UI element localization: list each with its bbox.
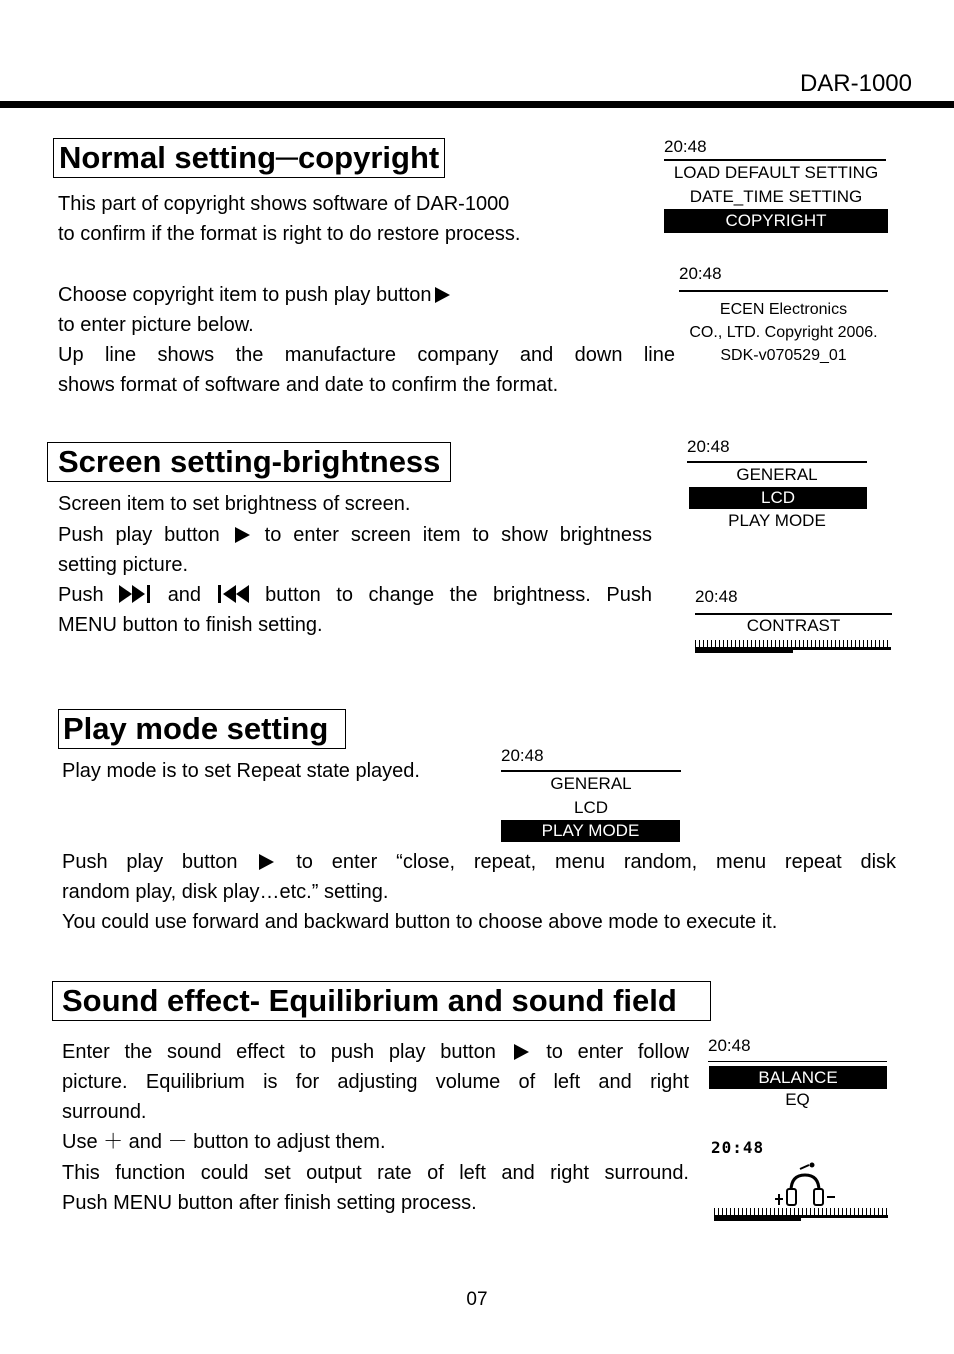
copyright-text-4: to enter picture below. [58,314,254,336]
lcd-item-load-default: LOAD DEFAULT SETTING [673,163,879,182]
lcd-time: 20:48 [679,264,722,283]
lcd-menu-settings [664,137,888,233]
brightness-text-5: MENU button to finish setting. [58,614,323,636]
lcd-item-copyright-selected: COPYRIGHT [664,209,888,233]
lcd-menu-general [687,437,867,533]
lcd-item-eq: EQ [785,1090,810,1109]
brightness-text-4 [58,580,652,610]
lcd-divider [679,290,888,292]
playmode-text-1: Play mode is to set Repeat state played. [62,760,420,782]
copyright-text-6: shows format of software and date to confirm the format. [58,374,559,396]
brightness-text-3: setting picture. [58,554,189,576]
lcd-time: 20:48 [708,1036,751,1055]
model-number: DAR-1000 [799,70,912,97]
playmode-text-2b: to enter “close, repeat, menu random, menu repeat disk [296,851,897,873]
lcd-item-lcd: LCD [573,798,608,817]
header-rule [0,101,954,108]
play-icon [259,854,274,870]
lcd-item-general: GENERAL [736,465,818,484]
lcd-item-general: GENERAL [550,774,632,793]
play-icon [235,527,250,543]
playmode-text-2a: Push play button [62,851,238,873]
section-title-copyright: Normal setting─copyright [53,138,445,178]
playmode-text-4: You could use forward and backward button to choose above mode to execute it. [62,911,778,933]
lcd-item-date-time: DATE_TIME SETTING [689,187,863,206]
lcd-divider [708,1061,887,1062]
section-title-brightness: Screen setting-brightness [47,442,451,482]
contrast-level-bar [695,637,891,653]
lcd-contrast-label: CONTRAST [746,616,841,635]
playmode-text-3: random play, disk play…etc.” setting. [62,881,389,903]
lcd-time: 20:48 [711,1138,765,1157]
sound-text-5: This function could set output rate of left and right surround. [62,1162,689,1184]
lcd-info-line-3: SDK-v070529_01 [720,347,847,364]
play-icon [435,287,450,303]
balance-level-fill [714,1216,801,1221]
lcd-time: 20:48 [501,746,544,765]
brightness-text-2a: Push play button [58,524,220,546]
lcd-menu-play-mode [501,746,681,842]
brightness-text-2b: to enter screen item to show brightness [264,524,653,546]
sound-text-2: picture. Equilibrium is for adjusting volume of left and right [62,1071,689,1093]
section-title-play-mode: Play mode setting [58,709,346,749]
brightness-text-4c: button to change the brightness. Push [265,584,652,606]
play-icon [514,1044,529,1060]
copyright-text-5: Up line shows the manufacture company and down line [58,344,675,366]
lcd-time: 20:48 [695,587,738,606]
lcd-copyright-info [679,264,888,367]
lcd-balance-screen [711,1139,889,1157]
lcd-item-balance-selected: BALANCE [709,1066,887,1089]
sound-text-1b: to enter follow [546,1041,690,1063]
lcd-item-lcd-selected: LCD [689,487,867,509]
lcd-item-play-mode: PLAY MODE [728,511,826,530]
brightness-text-4a: Push [58,584,104,606]
page-number: 07 [466,1289,488,1310]
copyright-text-3-label: Choose copyright item to push play button [58,284,432,306]
sound-text-6: Push MENU button after finish setting process. [62,1192,477,1214]
section-title-sound-effect: Sound effect- Equilibrium and sound field [52,981,711,1021]
copyright-text-2: to confirm if the format is right to do restore process. [58,223,521,245]
brightness-text-4b: and [167,584,202,606]
contrast-level-fill [695,648,793,653]
lcd-sound-menu [708,1036,887,1110]
lcd-time: 20:48 [664,137,707,156]
lcd-time: 20:48 [687,437,730,456]
brightness-text-1: Screen item to set brightness of screen. [58,493,411,515]
next-track-icon [119,584,152,604]
sound-text-1a: Enter the sound effect to push play button [62,1041,496,1063]
lcd-info-line-2: CO., LTD. Copyright 2006. [689,324,878,341]
balance-level-bar [714,1205,888,1221]
previous-track-icon [217,584,250,604]
playmode-text-2 [62,847,896,877]
lcd-info-line-1: ECEN Electronics [719,301,848,318]
sound-text-3: surround. [62,1101,147,1123]
sound-text-4: Use ＋ and － button to adjust them. [62,1131,386,1153]
copyright-text-3 [58,280,453,310]
lcd-contrast [695,587,892,653]
copyright-text-1: This part of copyright shows software of DAR-1000 [58,193,510,215]
sound-text-1 [62,1037,689,1067]
brightness-text-2 [58,520,652,550]
lcd-item-play-mode-selected: PLAY MODE [501,820,680,842]
